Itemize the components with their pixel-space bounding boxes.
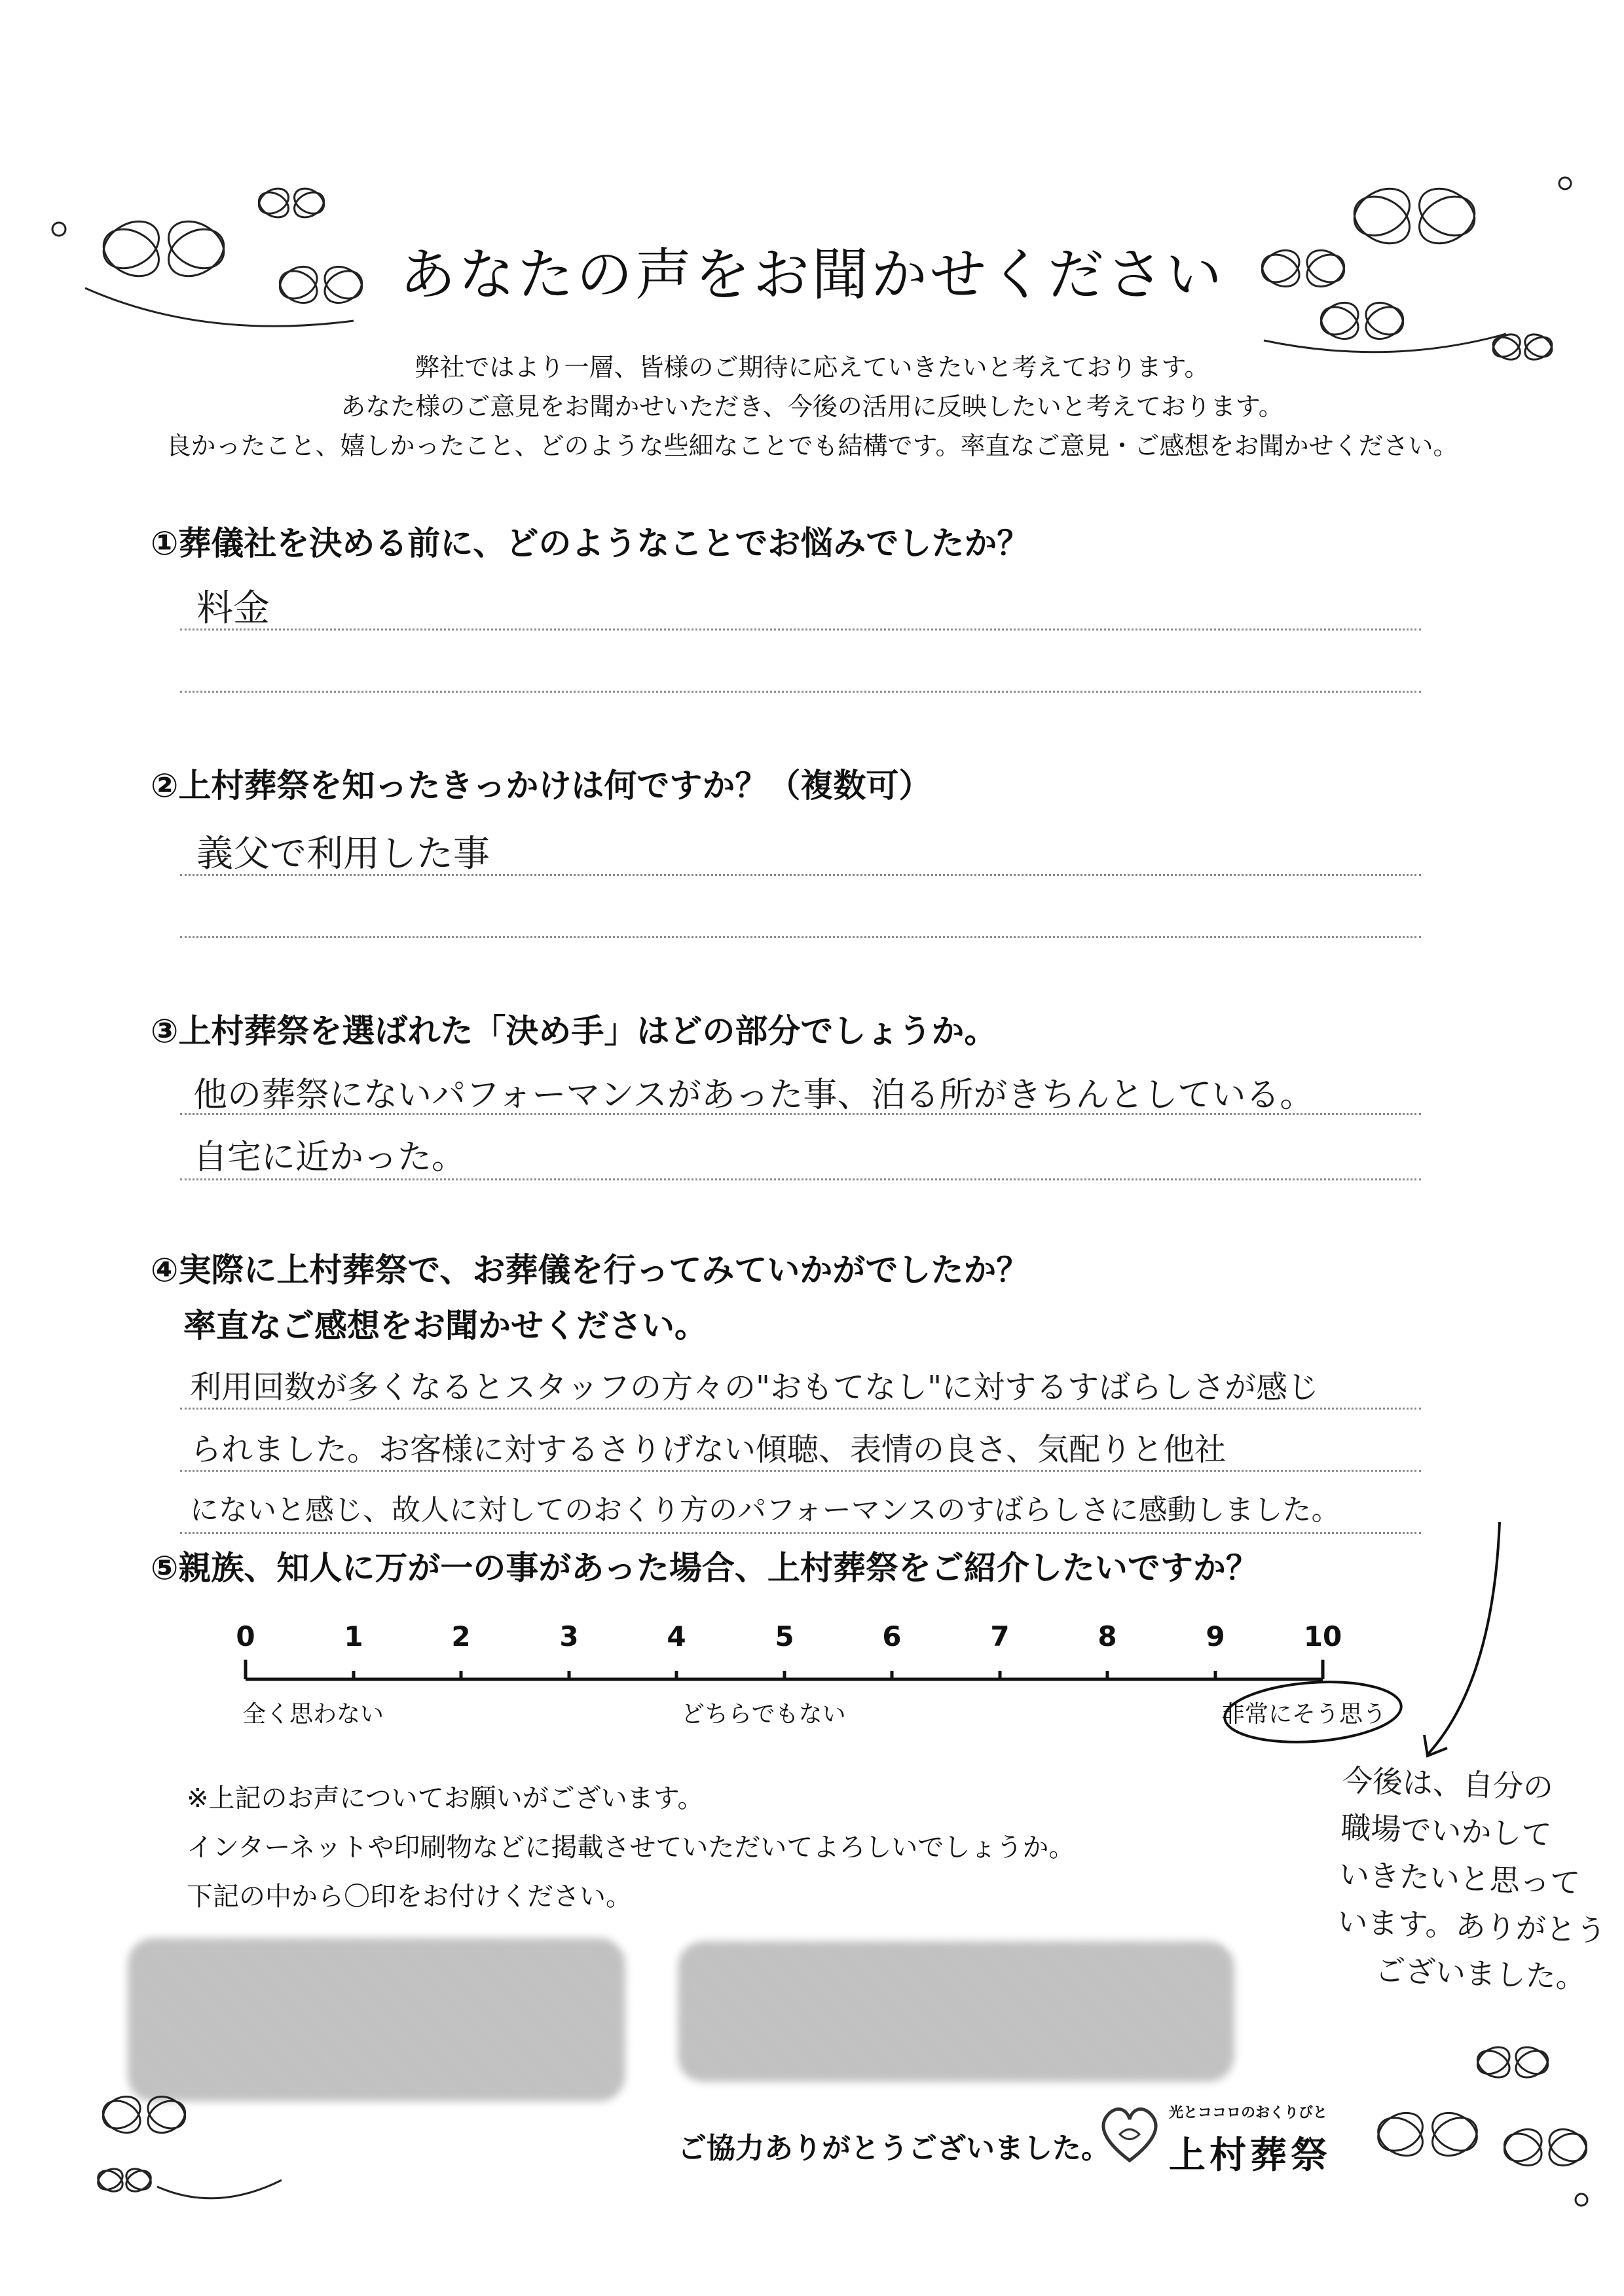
question-4-label: ④実際に上村葬祭で、お葬儀を行ってみていかがでしたか？	[151, 1251, 1029, 1289]
scale-label-high: 非常にそう思う	[1221, 1701, 1387, 1728]
scale-label-low: 全く思わない	[242, 1701, 384, 1728]
question-4-answer-line-3[interactable]: にないと感じ、故人に対してのおくり方のパフォーマンスのすばらしさに感動しました。	[190, 1493, 1340, 1527]
side-note-line: ございました。	[1375, 1952, 1587, 1995]
question-1-answer[interactable]: 料金	[196, 587, 270, 630]
notice-line-1: ※上記のお声についてお願いがございます。	[187, 1783, 704, 1813]
handwritten-arrow-icon	[1408, 1519, 1526, 1781]
answer-rule	[180, 1113, 1421, 1115]
question-4-answer-line-2[interactable]: られました。お客様に対するさりげない傾聴、表情の良さ、気配りと他社	[190, 1431, 1227, 1468]
answer-rule	[180, 1408, 1421, 1410]
footer-thanks: ご協力ありがとうございました。	[678, 2132, 1110, 2165]
question-4-sublabel: 率直なご感想をお聞かせください。	[183, 1307, 707, 1345]
side-note-line: いきたいと思って	[1338, 1857, 1581, 1901]
scale-number-9[interactable]: 9	[1206, 1620, 1225, 1652]
question-3-answer-line-1[interactable]: 他の葬祭にないパフォーマンスがあった事、泊る所がきちんとしている。	[193, 1076, 1314, 1115]
rating-scale-line	[242, 1656, 1329, 1683]
logo-name: 上村葬祭	[1169, 2134, 1331, 2177]
answer-rule	[180, 1532, 1421, 1534]
redacted-area-right	[678, 1941, 1234, 2082]
question-5-label: ⑤親族、知人に万が一の事があった場合、上村葬祭をご紹介したいですか？	[151, 1549, 1259, 1587]
question-2-label: ②上村葬祭を知ったきっかけは何ですか？（複数可）	[151, 767, 932, 805]
scale-number-8[interactable]: 8	[1098, 1620, 1117, 1652]
scale-number-4[interactable]: 4	[667, 1620, 686, 1652]
intro-line-3: 良かったこと、嬉しかったこと、どのような些細なことでも結構です。率直なご意見・ご感想をお聞かせください。	[166, 431, 1458, 460]
answer-rule	[180, 1178, 1421, 1180]
answer-rule	[180, 874, 1421, 876]
side-note-line: 職場でいかして	[1340, 1810, 1553, 1853]
selection-circle-mark	[1215, 1676, 1411, 1755]
side-handwritten-note	[1335, 1757, 1605, 2001]
clover-decoration-bottom-right-icon	[1362, 2016, 1598, 2226]
intro-line-1: 弊社ではより一層、皆様のご期待に応えていきたいと考えております。	[415, 353, 1209, 382]
scale-number-7[interactable]: 7	[990, 1620, 1010, 1652]
question-3-label: ③上村葬祭を選ばれた「決め手」はどの部分でしょうか。	[151, 1012, 997, 1050]
logo-tagline: 光とココロのおくりびと	[1169, 2105, 1328, 2121]
page-title: あなたの声をお聞かせください	[399, 242, 1225, 308]
scale-number-10[interactable]: 10	[1303, 1620, 1342, 1652]
scale-number-5[interactable]: 5	[775, 1620, 794, 1652]
scale-number-0[interactable]: 0	[236, 1620, 255, 1652]
question-3-answer-line-2[interactable]: 自宅に近かった。	[193, 1138, 466, 1177]
answer-rule	[180, 629, 1421, 630]
intro-line-2: あなた様のご意見をお聞かせいただき、今後の活用に反映したいと考えております。	[341, 392, 1283, 421]
question-4-answer-line-1[interactable]: 利用回数が多くなるとスタッフの方々の"おもてなし"に対するすばらしさが感じ	[190, 1369, 1320, 1406]
scale-label-mid: どちらでもない	[681, 1701, 846, 1728]
scale-number-1[interactable]: 1	[344, 1620, 363, 1652]
answer-rule	[180, 936, 1421, 938]
scale-number-3[interactable]: 3	[559, 1620, 579, 1652]
side-note-line: います。ありがとう	[1337, 1903, 1607, 1949]
side-note-line: 今後は、自分の	[1342, 1762, 1554, 1806]
scale-number-6[interactable]: 6	[882, 1620, 902, 1652]
scale-number-2[interactable]: 2	[451, 1620, 471, 1652]
answer-rule	[180, 691, 1421, 693]
clover-decoration-bottom-left-icon	[85, 2056, 295, 2226]
answer-rule	[180, 1470, 1421, 1472]
heart-logo-icon	[1094, 2098, 1166, 2170]
question-1-label: ①葬儀社を決める前に、どのようなことでお悩みでしたか？	[151, 524, 1030, 562]
notice-line-3: 下記の中から〇印をお付けください。	[187, 1882, 632, 1912]
notice-line-2: インターネットや印刷物などに掲載させていただいてよろしいでしょうか。	[187, 1832, 1075, 1863]
question-2-answer[interactable]: 義父で利用した事	[196, 833, 490, 875]
